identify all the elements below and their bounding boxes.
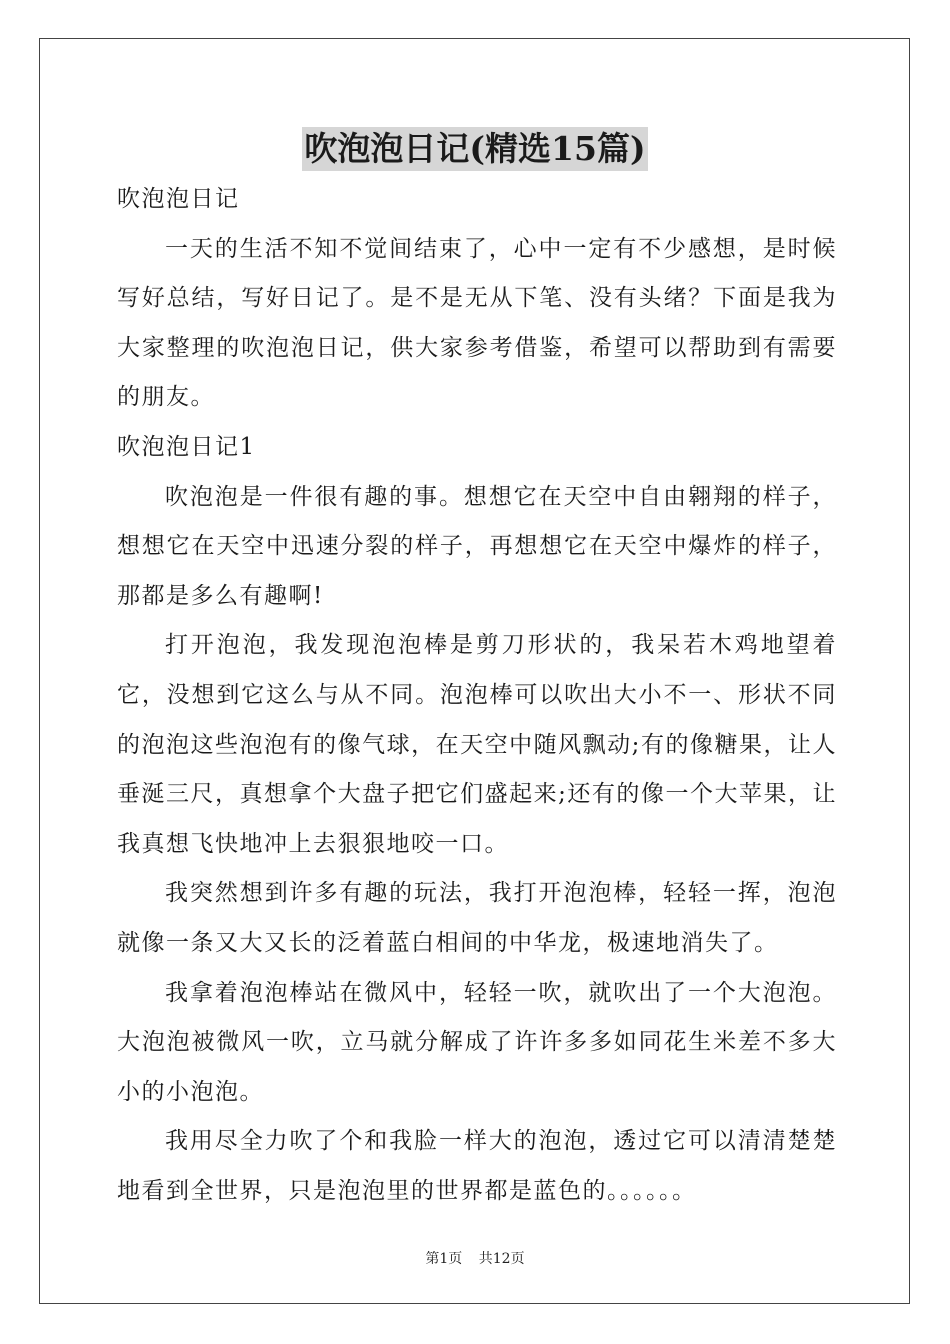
paragraph: 我用尽全力吹了个和我脸一样大的泡泡，透过它可以清清楚楚地看到全世界，只是泡泡里的世界都是蓝色的。。。。。。	[117, 1128, 837, 1204]
paragraph: 吹泡泡日记1	[117, 433, 256, 460]
page-number: 第1页	[425, 1251, 463, 1267]
document-title: 吹泡泡日记(精选15篇)	[302, 127, 647, 171]
page-footer	[0, 1248, 950, 1268]
document-body	[117, 175, 837, 1216]
paragraph: 我拿着泡泡棒站在微风中，轻轻一吹，就吹出了一个大泡泡。大泡泡被微风一吹，立马就分解成了许许多多如同花生米差不多大小的小泡泡。	[117, 979, 837, 1105]
title-container	[0, 127, 950, 171]
paragraph: 一天的生活不知不觉间结束了，心中一定有不少感想，是时候写好总结，写好日记了。是不是无从下笔、没有头绪？下面是我为大家整理的吹泡泡日记，供大家参考借鉴，希望可以帮助到有需要的朋友。	[117, 235, 837, 411]
paragraph: 打开泡泡，我发现泡泡棒是剪刀形状的，我呆若木鸡地望着它，没想到它这么与从不同。泡泡棒可以吹出大小不一、形状不同的泡泡这些泡泡有的像气球，在天空中随风飘动;有的像糖果，让人垂涎三尺，真想拿个大盘子把它们盛起来;还有的像一个大苹果，让我真想飞快地冲上去狠狠地咬一口。	[117, 632, 837, 857]
paragraph: 吹泡泡是一件很有趣的事。想想它在天空中自由翱翔的样子，想想它在天空中迅速分裂的样子，再想想它在天空中爆炸的样子，那都是多么有趣啊!	[117, 483, 837, 609]
paragraph: 吹泡泡日记	[117, 186, 240, 212]
page-total: 共12页	[478, 1251, 525, 1267]
paragraph: 我突然想到许多有趣的玩法，我打开泡泡棒，轻轻一挥，泡泡就像一条又大又长的泛着蓝白相间的中华龙，极速地消失了。	[117, 880, 837, 956]
